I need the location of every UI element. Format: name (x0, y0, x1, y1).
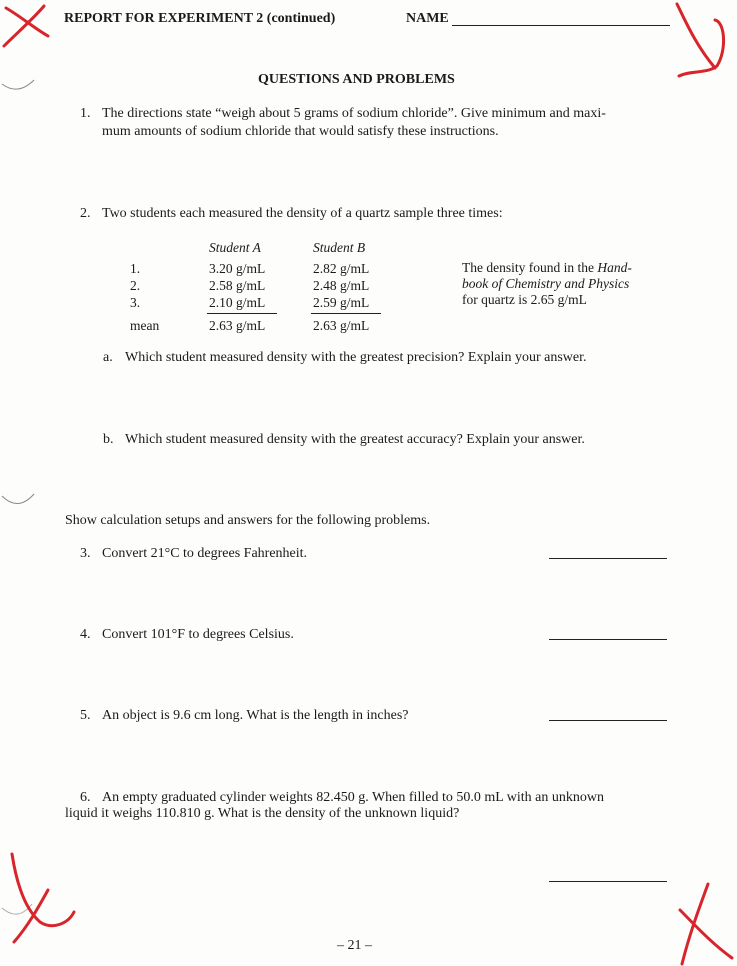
q5-number: 5. (80, 708, 91, 723)
sum-rule-b (311, 313, 381, 314)
q2-text: Two students each measured the density of a quartz sample three times: (102, 206, 503, 221)
hole-punch-middle (0, 488, 40, 518)
name-label: NAME (406, 11, 449, 26)
calc-instruction: Show calculation setups and answers for the following problems. (65, 513, 431, 528)
q4-number: 4. (80, 627, 91, 642)
student-a-value: 2.58 g/mL (209, 278, 266, 293)
q2-number: 2. (80, 206, 91, 221)
q2a-label: a. (103, 350, 113, 365)
mean-a-value: 2.63 g/mL (209, 318, 266, 333)
q1-text-line1: The directions state “weigh about 5 grams of sodium chloride”. Give minimum and maxi- (102, 106, 606, 121)
q3-number: 3. (80, 546, 91, 561)
mean-b-value: 2.63 g/mL (313, 318, 370, 333)
handbook-note-line1 (462, 260, 632, 276)
red-x-mark-bottom-right (660, 880, 737, 966)
q3-text: Convert 21°C to degrees Fahrenheit. (102, 546, 308, 561)
q1-number: 1. (80, 106, 91, 121)
hole-punch-bottom (0, 900, 40, 930)
q4-text: Convert 101°F to degrees Celsius. (102, 627, 294, 642)
q2a-text: Which student measured density with the greatest precision? Explain your answer. (125, 350, 587, 365)
mean-label: mean (130, 318, 160, 333)
student-b-value: 2.82 g/mL (313, 261, 370, 276)
handbook-note-line3: for quartz is 2.65 g/mL (462, 292, 587, 307)
q2b-label: b. (103, 432, 114, 447)
student-b-value: 2.48 g/mL (313, 278, 370, 293)
q1-text-line2: mum amounts of sodium chloride that would satisfy these instructions. (102, 124, 499, 139)
student-a-value: 3.20 g/mL (209, 261, 266, 276)
q4-answer-line[interactable] (549, 639, 667, 640)
page-number: – 21 – (337, 938, 372, 953)
student-a-header: Student A (209, 240, 261, 255)
q6-answer-line[interactable] (549, 881, 667, 882)
q6-text-line2: liquid it weighs 110.810 g. What is the density of the unknown liquid? (65, 806, 460, 821)
student-b-header: Student B (313, 240, 366, 255)
hole-punch-top (0, 70, 40, 100)
q6-number: 6. (80, 790, 91, 805)
section-title: QUESTIONS AND PROBLEMS (258, 72, 455, 87)
q5-text: An object is 9.6 cm long. What is the length in inches? (102, 708, 409, 723)
q2b-text: Which student measured density with the greatest accuracy? Explain your answer. (125, 432, 585, 447)
red-x-mark-top-right (655, 0, 737, 80)
row-label: 3. (130, 295, 141, 310)
q5-answer-line[interactable] (549, 720, 667, 721)
handbook-note-italic-1: Hand- (597, 260, 632, 275)
row-label: 1. (130, 261, 141, 276)
q6-text-line1: An empty graduated cylinder weights 82.450 g. When filled to 50.0 mL with an unknown (102, 790, 604, 805)
name-field-line[interactable] (452, 25, 670, 26)
q3-answer-line[interactable] (549, 558, 667, 559)
report-title: REPORT FOR EXPERIMENT 2 (continued) (64, 11, 336, 26)
student-b-value: 2.59 g/mL (313, 295, 370, 310)
red-x-mark-top-left (0, 0, 80, 60)
student-a-value: 2.10 g/mL (209, 295, 266, 310)
sum-rule-a (207, 313, 277, 314)
row-label: 2. (130, 278, 141, 293)
handbook-note-line2: book of Chemistry and Physics (462, 276, 630, 291)
handbook-note-pre: The density found in the (462, 260, 598, 275)
